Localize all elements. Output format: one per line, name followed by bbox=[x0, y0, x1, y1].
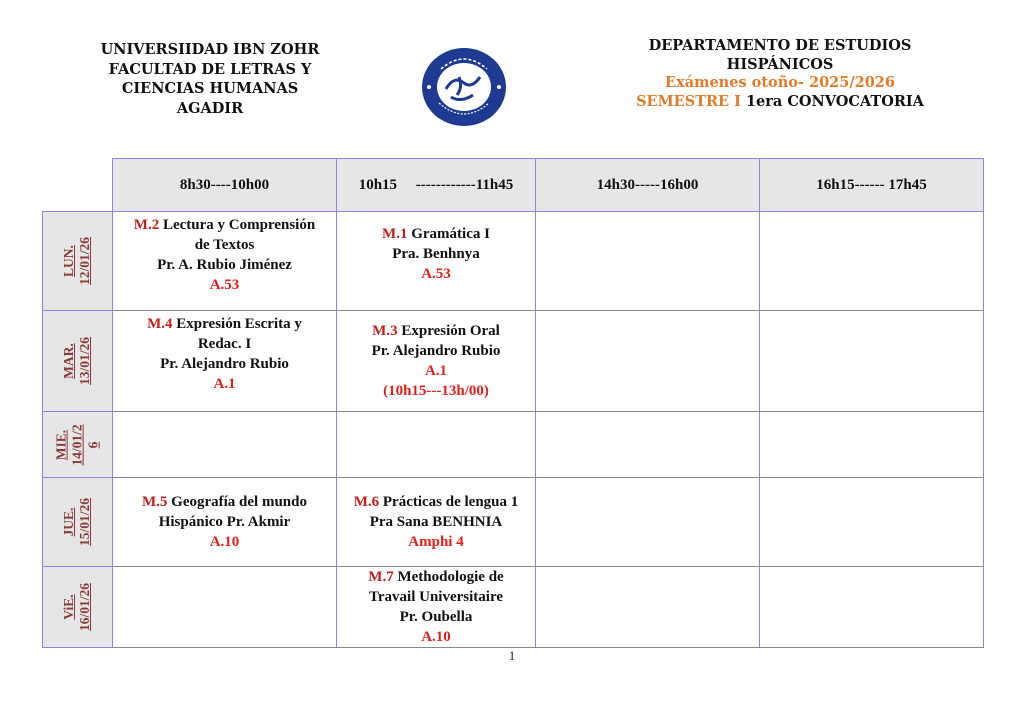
day-name: MAR. bbox=[61, 343, 77, 379]
day-date: 12/01/26 bbox=[77, 236, 93, 286]
day-row bbox=[43, 311, 984, 412]
module-code: M.3 bbox=[372, 323, 398, 339]
professor: Hispánico Pr. Akmir bbox=[158, 514, 291, 530]
faculty-name-2: CIENCIAS HUMANAS bbox=[121, 80, 299, 97]
day-row bbox=[43, 212, 984, 311]
university-seal-logo-icon bbox=[421, 47, 507, 127]
room: A.1 bbox=[424, 363, 448, 379]
empty-cell bbox=[760, 478, 984, 567]
time-note: (10h15---13h/00) bbox=[383, 383, 489, 399]
professor: Pr. Alejandro Rubio bbox=[160, 356, 289, 372]
day-name: MIE. bbox=[53, 429, 69, 460]
module-title: Expresión Escrita y bbox=[176, 316, 302, 332]
university-header bbox=[60, 40, 360, 118]
module-title: Expresión Oral bbox=[401, 323, 500, 339]
time-slot-header: 10h15 ------------11h45 bbox=[337, 159, 536, 212]
day-cell bbox=[43, 311, 113, 412]
time-header-row bbox=[43, 159, 984, 212]
exam-cell bbox=[113, 311, 337, 412]
professor: Pra Sana BENHNIA bbox=[369, 514, 503, 530]
module-code: M.4 bbox=[147, 316, 173, 332]
room: A.53 bbox=[209, 277, 240, 293]
day-name: LUN. bbox=[61, 245, 77, 277]
module-title: de Textos bbox=[194, 237, 255, 253]
module-title: Lectura y Comprensión bbox=[162, 217, 316, 233]
empty-cell bbox=[760, 567, 984, 648]
day-row bbox=[43, 478, 984, 567]
exam-schedule-table bbox=[42, 158, 984, 648]
room: Amphi 4 bbox=[408, 534, 464, 550]
module-title: Methodologie de bbox=[397, 569, 504, 585]
professor: Pra. Benhnya bbox=[392, 246, 480, 262]
module-title: Geografía del mundo bbox=[171, 494, 307, 510]
day-date-cont: 6 bbox=[85, 441, 101, 448]
empty-cell bbox=[760, 212, 984, 311]
exam-session: Exámenes otoño- 2025/2026 bbox=[665, 74, 895, 91]
module-title: Gramática I bbox=[411, 226, 490, 242]
time-slot-header: 14h30-----16h00 bbox=[536, 159, 760, 212]
room: A.10 bbox=[421, 629, 451, 645]
day-row bbox=[43, 567, 984, 648]
exam-cell bbox=[113, 212, 337, 311]
exam-cell bbox=[337, 478, 536, 567]
module-code: M.7 bbox=[368, 569, 394, 585]
semester-label: SEMESTRE I bbox=[636, 92, 741, 110]
day-cell bbox=[43, 567, 113, 648]
empty-cell bbox=[760, 412, 984, 478]
professor: Pr. Oubella bbox=[399, 609, 473, 625]
day-date: 14/01/2 bbox=[69, 423, 85, 466]
empty-cell bbox=[536, 212, 760, 311]
day-date: 15/01/26 bbox=[77, 497, 93, 547]
department-name-2: HISPÁNICOS bbox=[726, 55, 834, 73]
time-slot-header: 16h15------ 17h45 bbox=[760, 159, 984, 212]
module-code: M.5 bbox=[141, 494, 168, 510]
professor: Pr. A. Rubio Jiménez bbox=[157, 257, 292, 273]
page-number: 1 bbox=[508, 648, 516, 663]
day-cell bbox=[43, 478, 113, 567]
empty-cell bbox=[337, 412, 536, 478]
module-code: M.6 bbox=[353, 494, 380, 510]
module-code: M.1 bbox=[382, 226, 408, 242]
empty-cell bbox=[760, 311, 984, 412]
exam-cell bbox=[337, 567, 536, 648]
room: A.1 bbox=[213, 376, 236, 392]
module-code: M.2 bbox=[133, 217, 160, 233]
module-title: Prácticas de lengua 1 bbox=[382, 494, 519, 510]
day-date: 16/01/26 bbox=[77, 582, 93, 632]
semester-line bbox=[580, 93, 980, 112]
empty-cell bbox=[536, 412, 760, 478]
day-name: JUE. bbox=[61, 507, 77, 537]
department-name-1: DEPARTAMENTO DE ESTUDIOS bbox=[648, 37, 912, 54]
department-header bbox=[580, 37, 980, 111]
day-cell bbox=[43, 212, 113, 311]
module-title: Redac. I bbox=[197, 336, 252, 352]
exam-cell bbox=[337, 311, 536, 412]
time-slot-header: 8h30----10h00 bbox=[113, 159, 337, 212]
day-cell bbox=[43, 412, 113, 478]
empty-cell bbox=[536, 567, 760, 648]
empty-cell bbox=[536, 478, 760, 567]
module-title: Travail Universitaire bbox=[368, 589, 503, 605]
room: A.53 bbox=[421, 266, 451, 282]
city-name: AGADIR bbox=[176, 99, 244, 117]
day-row bbox=[43, 412, 984, 478]
faculty-name-1: FACULTAD DE LETRAS Y bbox=[108, 60, 312, 78]
empty-cell bbox=[113, 567, 337, 648]
room: A.10 bbox=[209, 534, 240, 550]
empty-cell bbox=[536, 311, 760, 412]
exam-cell bbox=[113, 478, 337, 567]
university-name: UNIVERSIIDAD IBN ZOHR bbox=[100, 41, 320, 58]
exam-cell bbox=[337, 212, 536, 311]
convocatoria-label: 1era CONVOCATORIA bbox=[745, 92, 924, 110]
empty-cell bbox=[113, 412, 337, 478]
day-date: 13/01/26 bbox=[77, 336, 93, 386]
corner-cell bbox=[43, 159, 113, 212]
day-name: ViE. bbox=[61, 594, 77, 620]
professor: Pr. Alejandro Rubio bbox=[371, 343, 501, 359]
